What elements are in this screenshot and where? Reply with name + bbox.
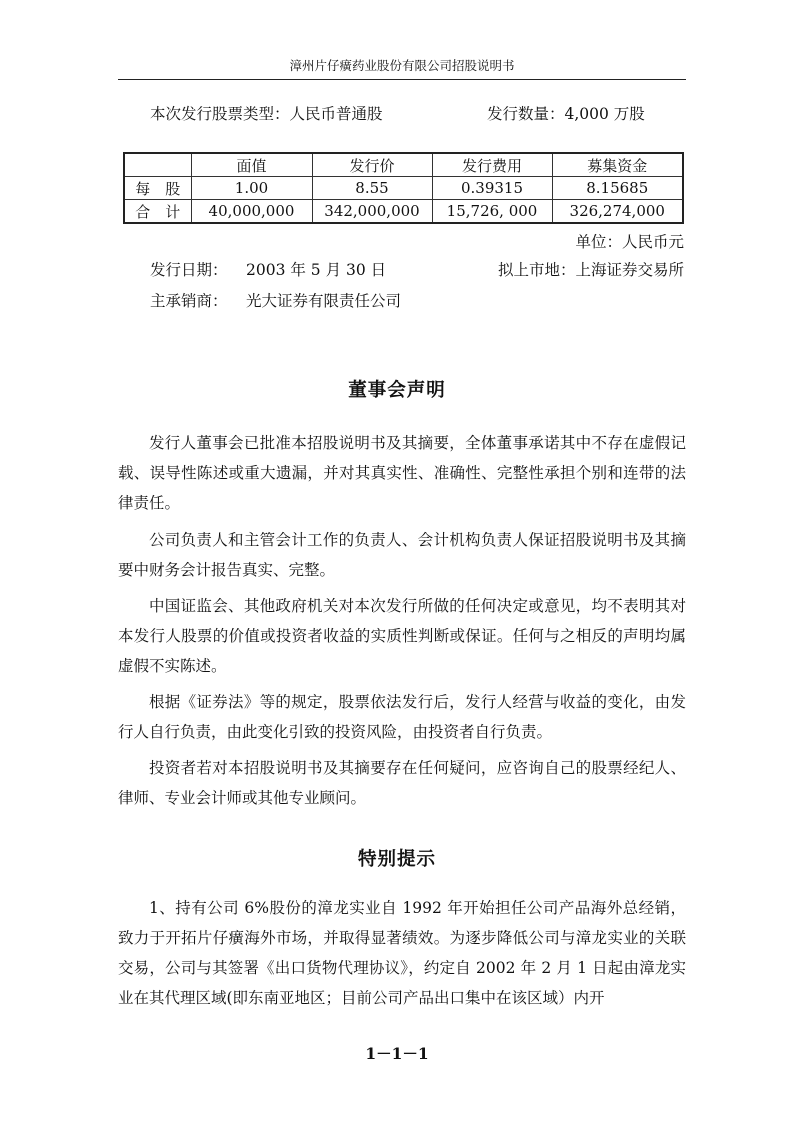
table-row	[124, 177, 683, 200]
underwriter-label: 主承销商：	[150, 292, 228, 310]
currency-unit-note: 单位：人民币元	[575, 233, 684, 251]
paragraph: 根据《证券法》等的规定，股票依法发行后，发行人经营与收益的变化，由发行人自行负责，由此变化引致的投资风险，由投资者自行负责。	[118, 693, 686, 741]
issue-date-value: 2003 年 5 月 30 日	[246, 261, 387, 279]
listing-market-text: 拟上市地：上海证券交易所	[497, 261, 684, 279]
table-header-cell	[124, 153, 191, 177]
table-cell: 342,000,000	[312, 200, 432, 224]
table-cell: 8.15685	[552, 177, 683, 200]
table-cell: 15,726, 000	[432, 200, 552, 224]
table-cell: 合 计	[124, 200, 191, 224]
table-header-cell: 发行价	[312, 153, 432, 177]
paragraph: 发行人董事会已批准本招股说明书及其摘要，全体董事承诺其中不存在虚假记载、误导性陈述或重大遗漏，并对其真实性、准确性、完整性承担个别和连带的法律责任。	[118, 434, 686, 512]
section-title-board-statement: 董事会声明	[348, 380, 446, 401]
table-header-row	[124, 153, 683, 177]
issue-date-label: 发行日期：	[150, 261, 228, 279]
table-cell: 0.39315	[432, 177, 552, 200]
stock-type-text: 本次发行股票类型：人民币普通股	[150, 105, 383, 123]
issue-quantity-text: 发行数量：4,000 万股	[487, 105, 645, 123]
table-header-cell: 发行费用	[432, 153, 552, 177]
paragraph: 公司负责人和主管会计工作的负责人、会计机构负责人保证招股说明书及其摘要中财务会计报告真实、完整。	[118, 531, 686, 579]
page-number: 1－1－1	[365, 1044, 429, 1063]
paragraph: 1、持有公司 6%股份的漳龙实业自 1992 年开始担任公司产品海外总经销，致力于开拓片仔癀海外市场，并取得显著绩效。为逐步降低公司与漳龙实业的关联交易，公司与其签署《出口货物代理协议》，约定自 2002 年 2 月 1 日起由漳龙实业在其代理区域(即东南亚地区；目前公司产品出口集中在该区域）内开	[118, 899, 686, 1007]
table-cell: 1.00	[191, 177, 312, 200]
paragraph: 中国证监会、其他政府机关对本次发行所做的任何决定或意见，均不表明其对本发行人股票的价值或投资者收益的实质性判断或保证。任何与之相反的声明均属虚假不实陈述。	[118, 597, 686, 675]
document-header: 漳州片仔癀药业股份有限公司招股说明书	[118, 56, 686, 80]
issue-price-table	[123, 152, 684, 224]
table-cell: 40,000,000	[191, 200, 312, 224]
table-header-cell: 面值	[191, 153, 312, 177]
table-cell: 326,274,000	[552, 200, 683, 224]
section-title-special-notice: 特别提示	[357, 849, 436, 870]
table-cell: 每 股	[124, 177, 191, 200]
paragraph: 投资者若对本招股说明书及其摘要存在任何疑问，应咨询自己的股票经纪人、律师、专业会计师或其他专业顾问。	[118, 759, 686, 807]
underwriter-value: 光大证券有限责任公司	[246, 292, 402, 310]
table-row	[124, 200, 683, 224]
table-header-cell: 募集资金	[552, 153, 683, 177]
table-cell: 8.55	[312, 177, 432, 200]
